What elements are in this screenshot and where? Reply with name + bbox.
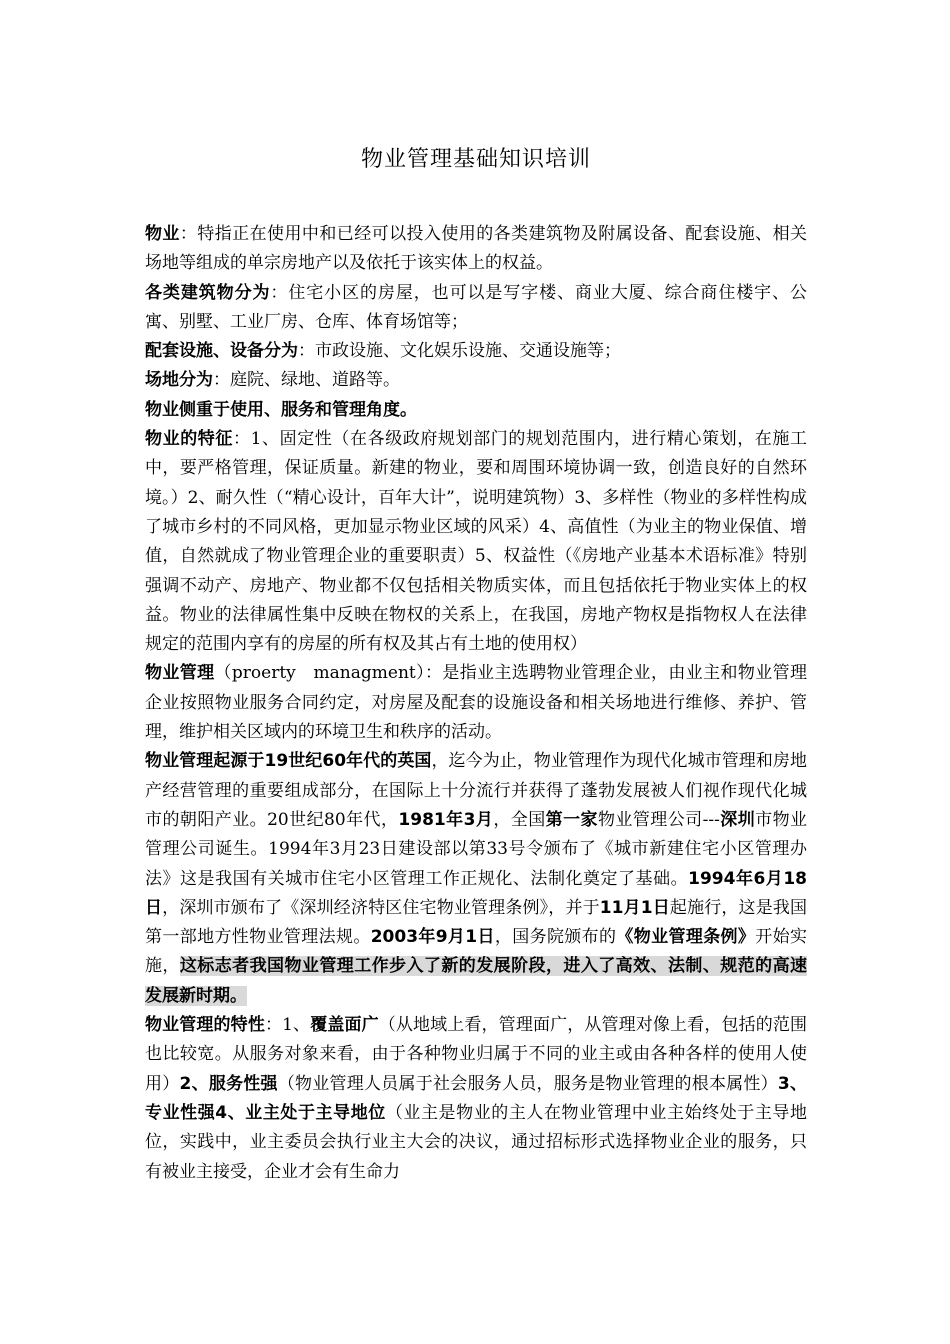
paragraph-building-types [145, 279, 807, 338]
paragraph-property-management [145, 659, 807, 747]
history-origin: 物业管理起源于19世纪60年代的英国 [145, 751, 432, 772]
paragraph-sites [145, 366, 807, 395]
history-shenzhen: 深圳 [719, 809, 756, 830]
text-property-features: ：1、固定性（在各级政府规划部门的规划范围内，进行精心策划，在施工中，要严格管理，保证质量。新建的物业，要和周围环境协调一致，创造良好的自然环境。）2、耐久性（“精心设计，百年大计”，说明建筑物）3、多样性（物业的多样性构成了城市乡村的不同风格，更加显示物业区域的风采）4、高值性（为业主的物业保值、增值，自然就成了物业管理企业的重要职责）5、权益性（《房地产业基本术语标准》特别强调不动产、房地产、物业都不仅包括相关物质实体，而且包括依托于物业实体上的权益。物业的法律属性集中反映在物权的关系上，在我国，房地产物权是指物权人在法律规定的范围内享有的房屋的所有权及其占有土地的使用权） [145, 429, 807, 655]
history-text-7: ，国务院颁布的 [494, 927, 617, 948]
history-text-3: 物业管理公司--- [597, 809, 720, 830]
characteristic-wide-coverage: 覆盖面广 [310, 1015, 379, 1036]
term-management-characteristics: 物业管理的特性 [145, 1015, 265, 1036]
text-property-management: （proerty managment）：是指业主选聘物业管理企业，由业主和物业管理企业按照物业服务合同约定，对房屋及配套的设施设备和相关场地进行维修、养护、管理，维护相关区域内的环境卫生和秩序的活动。 [145, 663, 807, 743]
history-text-6: 起施行，这是我国第一部地方性物业管理法规。 [145, 897, 808, 948]
history-text-1: ，迄今为止，物业管理作为现代化城市管理和房地产经营管理的重要组成部分，在国际上十分流行并获得了蓬勃发展被人们视作现代化城市的朝阳产业。20世纪80年代， [145, 751, 807, 830]
history-text-5: ，深圳市颁布了《深圳经济特区住宅物业管理条例》，并于 [162, 897, 600, 918]
paragraph-management-characteristics [145, 1011, 807, 1187]
characteristics-text-3: （物业管理人员属于社会服务人员，服务是物业管理的根本属性） [277, 1073, 778, 1094]
history-text-4: 市物业管理公司诞生。1994年3月23日建设部以第33号令颁布了《城市新建住宅小区管理办法》这是我国有关城市住宅小区管理工作正规化、法制化奠定了基础。 [145, 809, 808, 889]
term-property-focus: 物业侧重于使用、服务和管理角度。 [145, 399, 417, 420]
text-building-types: ：住宅小区的房屋，也可以是写字楼、商业大厦、综合商住楼宇、公寓、别墅、工业厂房、仓库、体育场馆等； [145, 282, 808, 332]
history-date-nov1: 11月1日 [599, 897, 670, 918]
term-facilities: 配套设施、设备分为 [145, 341, 298, 362]
term-property-management: 物业管理 [145, 663, 215, 684]
history-date-2003: 2003年9月1日 [370, 927, 495, 948]
term-property-features: 物业的特征 [145, 429, 233, 450]
paragraph-property-features [145, 425, 807, 659]
characteristic-professional: 3、专业性强 [145, 1073, 807, 1123]
paragraph-property-focus [145, 396, 807, 425]
history-text-8: 开始实施， [145, 927, 808, 977]
characteristic-owner-leading: 4、业主处于主导地位 [215, 1102, 386, 1123]
history-date-1981: 1981年3月 [398, 809, 494, 830]
history-regulation: 《物业管理条例》 [616, 927, 756, 948]
document-title: 物业管理基础知识培训 [360, 147, 591, 172]
paragraph-facilities [145, 337, 807, 366]
history-first: 第一家 [545, 809, 598, 830]
text-property: ：特指正在使用中和已经可以投入使用的各类建筑物及附属设备、配套设施、相关场地等组成的单宗房地产以及依托于该实体上的权益。 [145, 224, 808, 274]
characteristics-text-2: （从地域上看，管理面广，从管理对像上看，包括的范围也比较宽。从服务对象来看，由于各种物业归属于不同的业主或由各种各样的使用人使用） [145, 1015, 807, 1094]
term-property: 物业 [145, 224, 180, 244]
history-date-1994: 1994年6月18日 [145, 868, 807, 918]
text-sites: ：庭院、绿地、道路等。 [213, 370, 400, 391]
characteristics-text-5: （业主是物业的主人在物业管理中业主始终处于主导地位，实践中，业主委员会执行业主大会的决议，通过招标形式选择物业企业的服务，只有被业主接受，企业才会有生命力 [145, 1102, 807, 1182]
document-page [145, 140, 807, 1187]
paragraph-property-definition [145, 220, 807, 279]
characteristic-service: 2、服务性强 [179, 1073, 278, 1094]
history-highlight: 这标志者我国物业管理工作步入了新的发展阶段，进入了高效、法制、规范的高速发展新时期。 [145, 956, 808, 1006]
paragraph-management-history [145, 747, 807, 1011]
text-facilities: ：市政设施、文化娱乐设施、交通设施等； [298, 341, 621, 362]
history-text-2: ，全国 [493, 809, 546, 830]
term-sites: 场地分为 [145, 370, 213, 391]
term-building-types: 各类建筑物分为 [145, 282, 271, 303]
characteristics-text-1: ：1、 [264, 1015, 311, 1036]
